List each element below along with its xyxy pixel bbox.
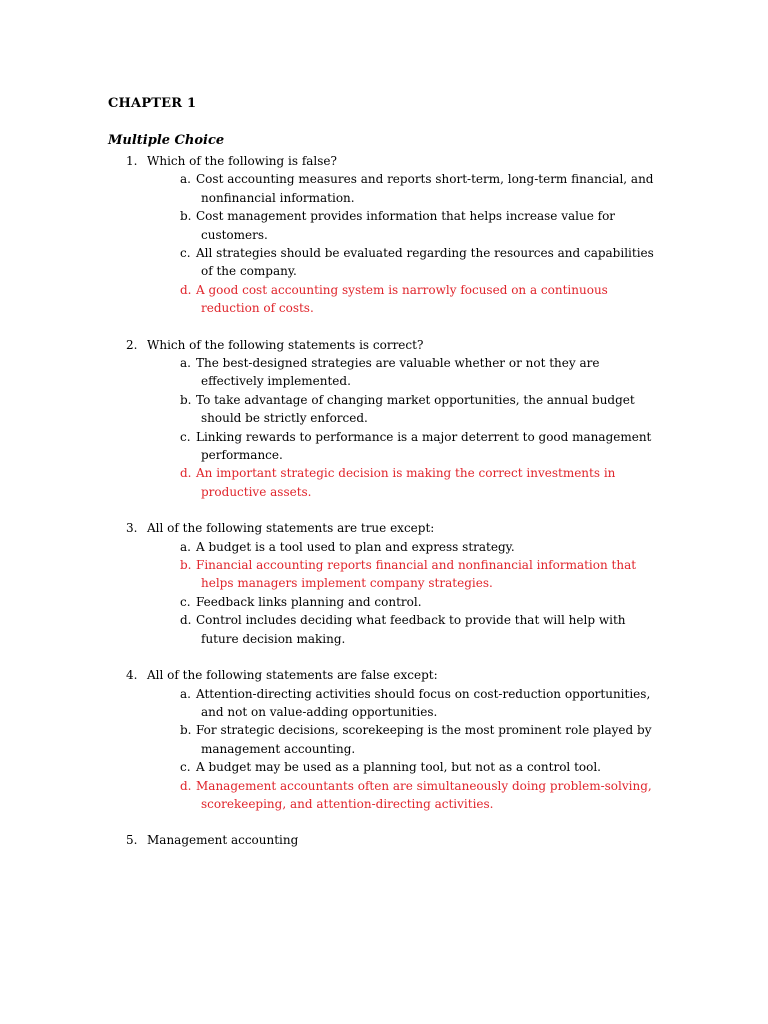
option-text-line: A good cost accounting system is narrowly focused on a continuous — [196, 282, 608, 297]
question-text: Which of the following is false? — [147, 154, 337, 168]
question-3 — [0, 519, 768, 648]
option-text-line: future decision making. — [201, 631, 346, 646]
answer-option — [0, 593, 768, 611]
option-text — [196, 391, 768, 428]
option-letter: b. — [180, 209, 192, 224]
answer-option — [0, 207, 768, 244]
question-number: 3. — [126, 521, 138, 536]
option-text-line: helps managers implement company strategies. — [201, 576, 493, 591]
option-text-line: effectively implemented. — [201, 374, 351, 389]
option-letter: d. — [180, 282, 192, 297]
question-number: 2. — [126, 337, 138, 352]
question-text: All of the following statements are true except: — [147, 521, 435, 536]
option-text-line: of the company. — [201, 264, 297, 279]
option-text — [196, 464, 768, 501]
question-stem — [0, 519, 768, 537]
option-letter: d. — [180, 778, 192, 793]
option-text — [196, 538, 768, 556]
option-text-line: performance. — [201, 448, 283, 463]
answer-option — [0, 538, 768, 556]
option-text-line: productive assets. — [201, 484, 312, 499]
option-text-line: For strategic decisions, scorekeeping is the most prominent role played by — [196, 723, 652, 738]
answer-option-correct — [0, 556, 768, 593]
option-letter: a. — [180, 172, 191, 187]
option-text — [196, 593, 768, 611]
option-text — [196, 281, 768, 318]
option-text-line: and not on value-adding opportunities. — [201, 704, 438, 719]
option-text-line: A budget may be used as a planning tool, but not as a control tool. — [196, 760, 601, 775]
option-text-line: Financial accounting reports financial and nonfinancial information that — [196, 558, 637, 573]
option-letter: b. — [180, 558, 192, 573]
option-text-line: An important strategic decision is making the correct investments in — [196, 466, 616, 481]
option-text — [196, 556, 768, 593]
option-letter: b. — [180, 723, 192, 738]
option-text — [196, 758, 768, 776]
option-text — [196, 611, 768, 648]
option-letter: a. — [180, 356, 191, 371]
question-stem — [0, 152, 768, 170]
option-text-line: Control includes deciding what feedback to provide that will help with — [196, 613, 626, 628]
option-text-line: Cost management provides information that helps increase value for — [196, 209, 616, 224]
option-text-line: management accounting. — [201, 741, 356, 756]
question-text: All of the following statements are false except: — [147, 668, 438, 683]
answer-option — [0, 685, 768, 722]
question-stem — [0, 336, 768, 354]
question-1 — [0, 152, 768, 318]
chapter-title: CHAPTER 1 — [108, 96, 197, 111]
question-5 — [0, 831, 768, 849]
answer-option-correct — [0, 281, 768, 318]
option-text-line: A budget is a tool used to plan and express strategy. — [196, 539, 515, 554]
question-2 — [0, 336, 768, 502]
answer-option — [0, 611, 768, 648]
option-text — [196, 244, 768, 281]
question-text: Management accounting — [147, 833, 299, 848]
question-number: 4. — [126, 668, 138, 683]
option-text — [196, 428, 768, 465]
option-text-line: Attention-directing activities should focus on cost-reduction opportunities, — [196, 686, 651, 701]
option-text-line: All strategies should be evaluated regarding the resources and capabilities — [196, 246, 654, 261]
option-text-line: nonfinancial information. — [201, 190, 355, 205]
question-number: 5. — [126, 833, 138, 848]
question-stem — [0, 831, 768, 849]
option-text-line: should be strictly enforced. — [201, 411, 368, 426]
answer-option — [0, 428, 768, 465]
option-text — [196, 170, 768, 207]
option-letter: c. — [180, 760, 191, 775]
option-letter: d. — [180, 613, 192, 628]
question-list — [0, 152, 768, 868]
answer-option — [0, 170, 768, 207]
option-letter: c. — [180, 429, 191, 444]
answer-option — [0, 244, 768, 281]
option-letter: d. — [180, 466, 192, 481]
question-stem — [0, 666, 768, 684]
answer-option — [0, 721, 768, 758]
option-text-line: Linking rewards to performance is a major deterrent to good management — [196, 429, 652, 444]
option-text-line: scorekeeping, and attention-directing activities. — [201, 796, 494, 811]
option-letter: b. — [180, 392, 192, 407]
option-letter: a. — [180, 539, 191, 554]
option-text-line: Feedback links planning and control. — [196, 594, 422, 609]
option-text-line: To take advantage of changing market opportunities, the annual budget — [196, 392, 635, 407]
option-text — [196, 354, 768, 391]
question-4 — [0, 666, 768, 813]
question-number: 1. — [126, 154, 138, 168]
option-text-line: reduction of costs. — [201, 301, 314, 316]
answer-option-correct — [0, 777, 768, 814]
option-letter: c. — [180, 246, 191, 261]
option-text-line: customers. — [201, 227, 268, 242]
answer-option-correct — [0, 464, 768, 501]
question-text: Which of the following statements is correct? — [147, 337, 424, 352]
option-text-line: Management accountants often are simultaneously doing problem-solving, — [196, 778, 652, 793]
option-letter: a. — [180, 686, 191, 701]
option-text — [196, 207, 768, 244]
option-text-line: The best-designed strategies are valuable whether or not they are — [196, 356, 600, 371]
answer-option — [0, 354, 768, 391]
option-text — [196, 777, 768, 814]
option-text — [196, 685, 768, 722]
option-letter: c. — [180, 594, 191, 609]
section-title: Multiple Choice — [108, 133, 225, 148]
answer-option — [0, 391, 768, 428]
answer-option — [0, 758, 768, 776]
option-text — [196, 721, 768, 758]
option-text-line: Cost accounting measures and reports short-term, long-term financial, and — [196, 172, 654, 187]
